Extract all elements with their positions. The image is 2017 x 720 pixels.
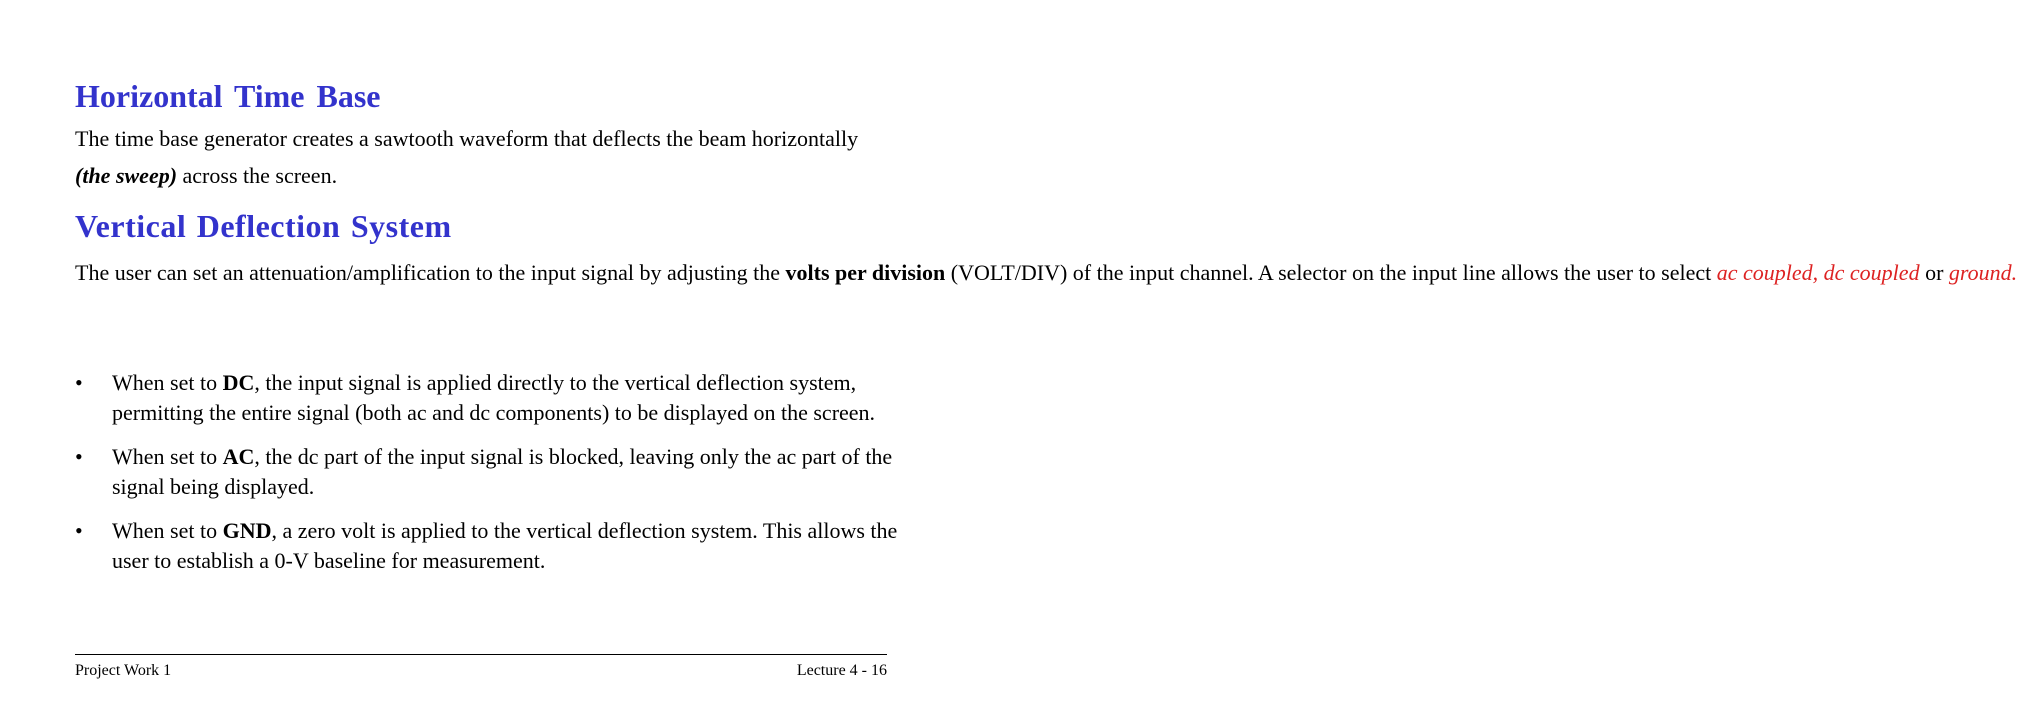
bullet-dot-icon: • bbox=[75, 370, 83, 395]
list-item-text-post: , a zero volt is applied to the vertical deflection system. This allows the user to establish a 0-V baseline for measurement. bbox=[112, 518, 898, 573]
list-item-text-pre: When set to bbox=[112, 444, 223, 469]
list-item-key: DC bbox=[222, 370, 255, 395]
bullet-dot-icon: • bbox=[75, 518, 83, 543]
list-item-key: AC bbox=[222, 444, 255, 469]
list-item-dc bbox=[75, 368, 905, 428]
list-item-text-post: , the input signal is applied directly to the vertical deflection system, permitting the entire signal (both ac and dc components) to be displayed on the screen. bbox=[112, 370, 876, 425]
time-base-text-1: The time base generator creates a sawtooth waveform that deflects the beam horizontally bbox=[75, 126, 859, 151]
bullet-dot-icon: • bbox=[75, 444, 83, 469]
list-item-gnd bbox=[75, 516, 905, 576]
vd-text-2: (VOLT/DIV) of the input channel. A selector on the input line allows the user to select bbox=[945, 260, 1717, 285]
section-title-horizontal-time-base: Horizontal Time Base bbox=[75, 78, 381, 114]
footer-divider bbox=[75, 654, 887, 655]
vd-text-or: or bbox=[1919, 260, 1949, 285]
section-title-vertical-deflection: Vertical Deflection System bbox=[75, 208, 452, 244]
vd-text-bold: volts per division bbox=[785, 260, 946, 285]
vd-ground-option: ground. bbox=[1948, 260, 2017, 285]
footer-course-name: Project Work 1 bbox=[75, 662, 172, 679]
time-base-text-2: across the screen. bbox=[177, 163, 338, 188]
vd-text-1: The user can set an attenuation/amplification to the input signal by adjusting the bbox=[75, 260, 786, 285]
time-base-paragraph bbox=[75, 120, 905, 194]
footer-lecture-number: Lecture 4 - 16 bbox=[796, 662, 887, 679]
time-base-text-emphasis: (the sweep) bbox=[75, 163, 178, 188]
coupling-mode-list bbox=[75, 368, 905, 590]
list-item-text-pre: When set to bbox=[112, 518, 223, 543]
list-item-key: GND bbox=[222, 518, 272, 543]
list-item-ac bbox=[75, 442, 905, 502]
vd-coupling-options: ac coupled, dc coupled bbox=[1716, 260, 1920, 285]
vertical-deflection-paragraph bbox=[75, 254, 2017, 291]
list-item-text-pre: When set to bbox=[112, 370, 223, 395]
list-item-text-post: , the dc part of the input signal is blocked, leaving only the ac part of the signal being displayed. bbox=[112, 444, 893, 499]
